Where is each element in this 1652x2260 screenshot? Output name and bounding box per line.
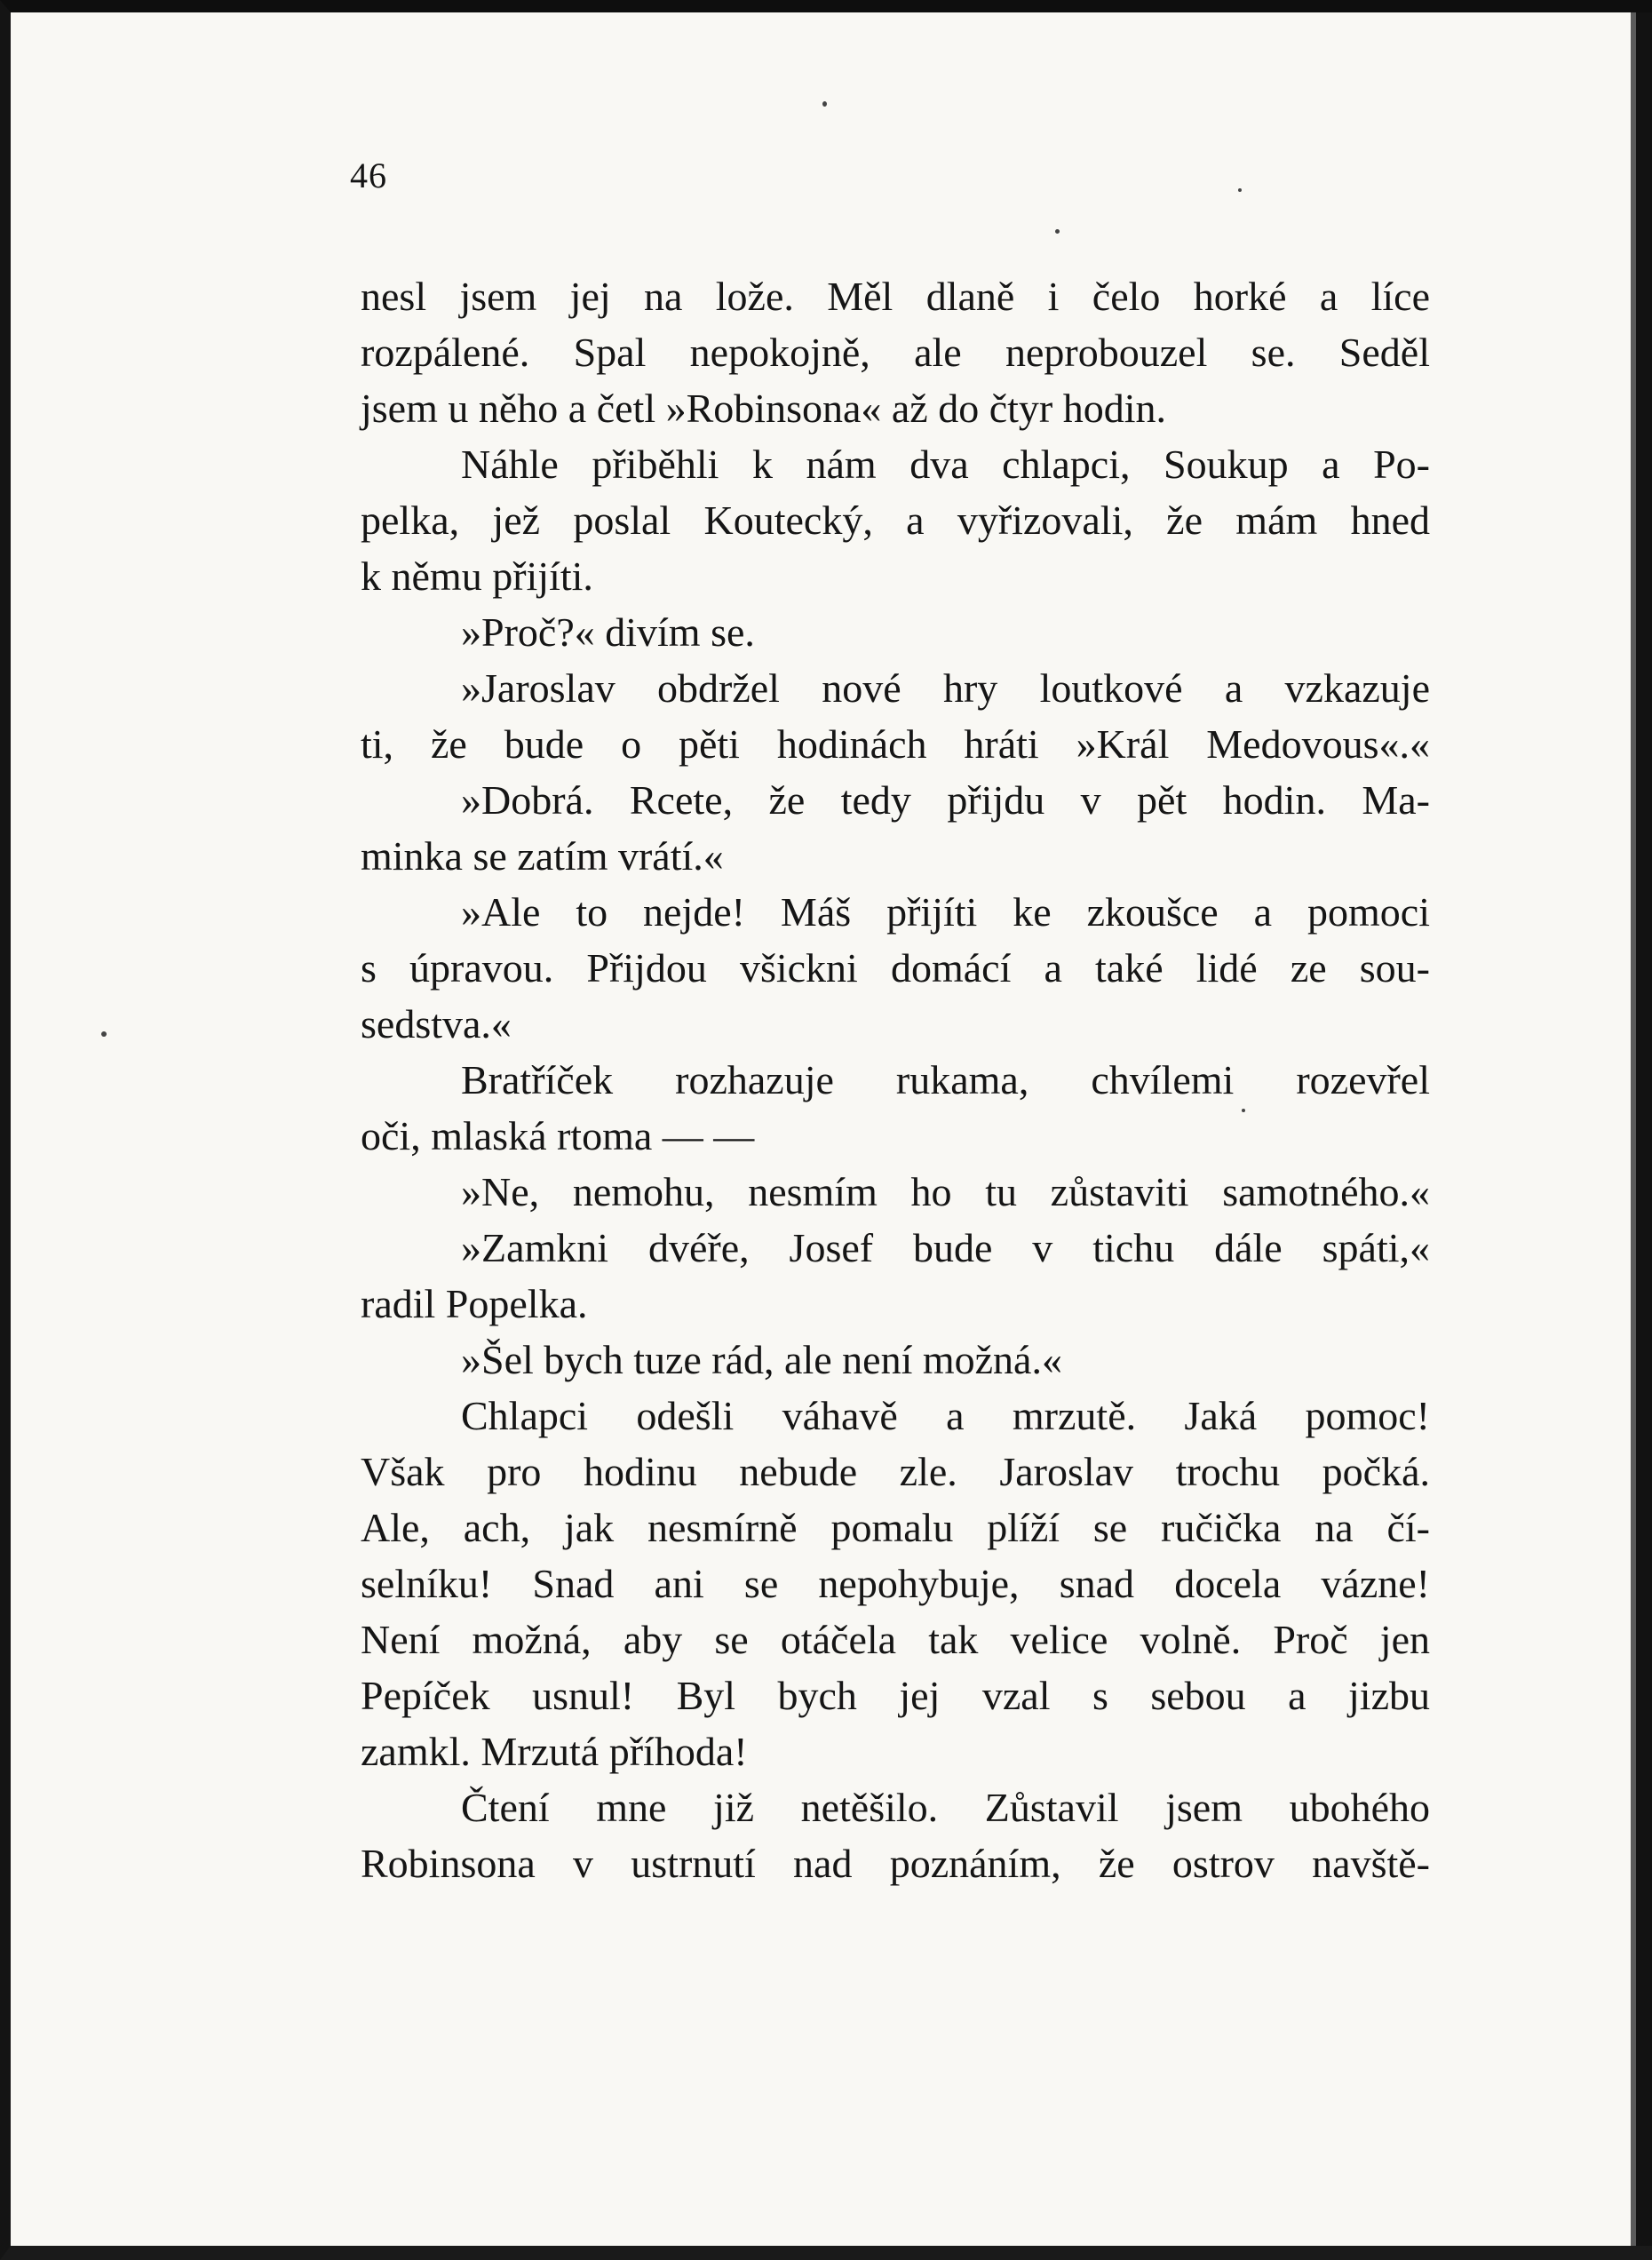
text-line: Však pro hodinu nebude zle. Jaroslav trochu počká.: [361, 1449, 1430, 1494]
dust-speck: [1238, 188, 1242, 192]
text-line: k němu přijíti.: [361, 553, 593, 599]
dust-speck: [822, 101, 827, 107]
text-line: nesl jsem jej na lože. Měl dlaně i čelo horké a líce: [361, 274, 1430, 319]
text-line: sedstva.«: [361, 1001, 512, 1046]
body-text: [361, 268, 1430, 1891]
text-line: minka se zatím vrátí.«: [361, 833, 724, 879]
text-line: Pepíček usnul! Byl bych jej vzal s sebou a jizbu: [361, 1673, 1430, 1718]
text-line: »Zamkni dvéře, Josef bude v tichu dále spáti,«: [461, 1225, 1430, 1270]
text-line: ti, že bude o pěti hodinách hráti »Král Medovous«.«: [361, 721, 1430, 767]
text-line: s úpravou. Přijdou všickni domácí a také lidé ze sou-: [361, 945, 1430, 991]
text-line: Čtení mne již netěšilo. Zůstavil jsem ubohého: [461, 1785, 1430, 1830]
text-line: Bratříček rozhazuje rukama, chvílemi rozevřel: [461, 1057, 1430, 1102]
text-line: »Proč?« divím se.: [461, 609, 755, 655]
text-line: radil Popelka.: [361, 1281, 588, 1326]
text-line: »Dobrá. Rcete, že tedy přijdu v pět hodin. Ma-: [461, 777, 1430, 823]
dust-speck: [1055, 229, 1060, 234]
text-line: »Ale to nejde! Máš přijíti ke zkoušce a pomoci: [461, 889, 1430, 935]
text-line: pelka, jež poslal Koutecký, a vyřizovali, že mám hned: [361, 497, 1430, 543]
text-line: Náhle přiběhli k nám dva chlapci, Soukup a Po-: [461, 442, 1430, 487]
page-number: 46: [350, 155, 387, 195]
text-line: oči, mlaská rtoma — —: [361, 1113, 755, 1158]
text-line: Není možná, aby se otáčela tak velice volně. Proč jen: [361, 1617, 1430, 1662]
text-line: »Ne, nemohu, nesmím ho tu zůstaviti samotného.«: [461, 1169, 1430, 1214]
dust-speck: [101, 1031, 107, 1037]
text-line: Robinsona v ustrnutí nad poznáním, že ostrov navště-: [361, 1841, 1430, 1886]
text-line: rozpálené. Spal nepokojně, ale neprobouzel se. Seděl: [361, 330, 1430, 375]
text-line: »Jaroslav obdržel nové hry loutkové a vzkazuje: [461, 665, 1430, 711]
text-line: Ale, ach, jak nesmírně pomalu plíží se ručička na čí-: [361, 1505, 1430, 1550]
text-line: selníku! Snad ani se nepohybuje, snad docela vázne!: [361, 1561, 1430, 1606]
book-spine-edge: [1636, 12, 1652, 2246]
text-line: jsem u něho a četl »Robinsona« až do čtyr hodin.: [361, 386, 1167, 431]
text-line: Chlapci odešli váhavě a mrzutě. Jaká pomoc!: [461, 1393, 1430, 1438]
text-line: »Šel bych tuze rád, ale není možná.«: [461, 1337, 1062, 1382]
text-line: zamkl. Mrzutá příhoda!: [361, 1729, 748, 1774]
